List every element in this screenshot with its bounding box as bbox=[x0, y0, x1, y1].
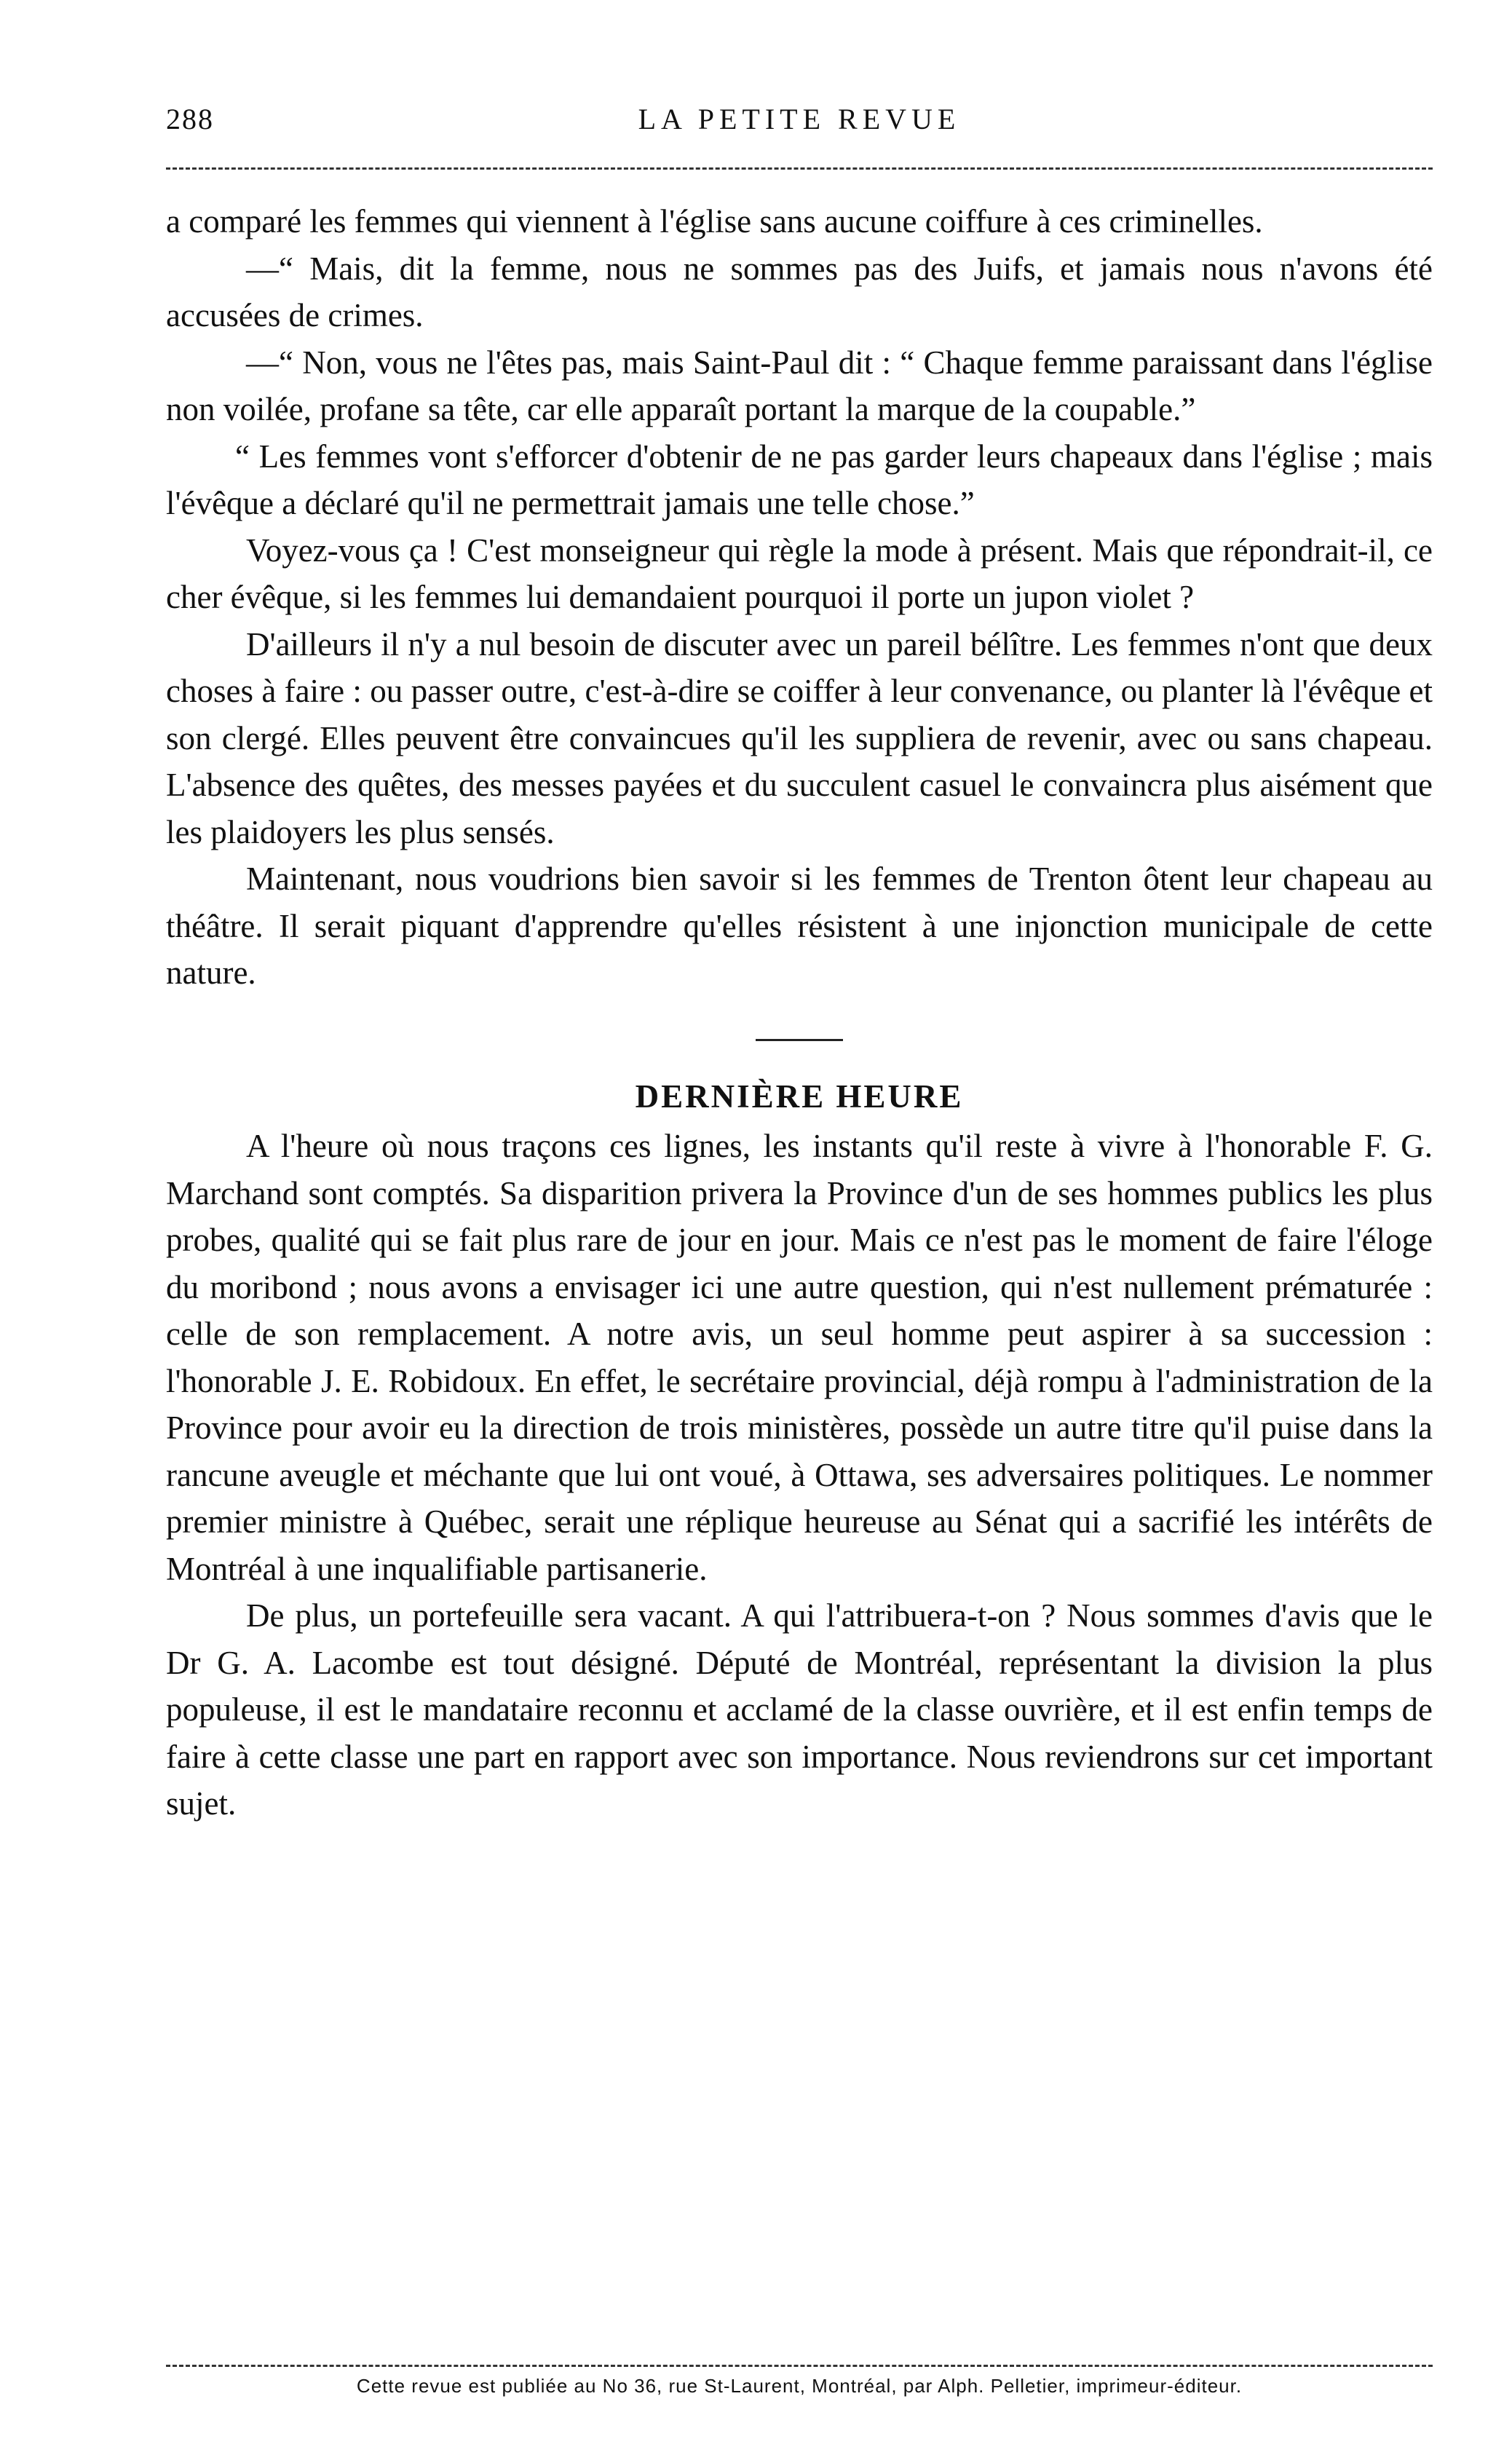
paragraph-dialogue-2: —“ Non, vous ne l'êtes pas, mais Saint-Paul dit : “ Chaque femme paraissant dans l'église non voilée, profane sa tête, car elle apparaît portant la marque de la coupable.” bbox=[166, 344, 1433, 427]
paragraph-continuation: a comparé les femmes qui viennent à l'église sans aucune coiffure à ces criminelles. bbox=[166, 203, 1263, 240]
journal-title: LA PETITE REVUE bbox=[638, 103, 961, 135]
paragraph-discussion: D'ailleurs il n'y a nul besoin de discuter avec un pareil bélître. Les femmes n'ont que deux choses à faire : ou passer outre, c'est-à-dire se coiffer à leur convenance, ou planter là l'évêque et son clergé. Elles peuvent être convaincues qu'il les suppliera de revenir, avec ou sans chapeau. L'absence des quêtes, des messes payées et du succulent casuel le convaincra plus aisément que les plaidoyers les plus sensés. bbox=[166, 625, 1433, 850]
paragraph-commentary: Voyez-vous ça ! C'est monseigneur qui règle la mode à présent. Mais que répondrait-il, ce cher évêque, si les femmes lui demandaient pourquoi il porte un jupon violet ? bbox=[166, 531, 1433, 615]
section-paragraph-lacombe: De plus, un portefeuille sera vacant. A qui l'attribuera-t-on ? Nous sommes d'avis que le Dr G. A. Lacombe est tout désigné. Député de Montréal, représentant la division la plus populeuse, il est le mandataire reconnu et acclamé de la classe ouvrière, et il est enfin temps de faire à cette classe une part en rapport avec son importance. Nous reviendrons sur cet important sujet. bbox=[166, 1597, 1433, 1822]
section-divider bbox=[756, 1039, 843, 1041]
paragraph-trenton: Maintenant, nous voudrions bien savoir si les femmes de Trenton ôtent leur chapeau au théâtre. Il serait piquant d'apprendre qu'elles résistent à une injonction municipale de cette nature. bbox=[166, 861, 1433, 991]
header-rule bbox=[166, 167, 1433, 170]
section-title: DERNIÈRE HEURE bbox=[635, 1078, 964, 1115]
page-number: 288 bbox=[166, 103, 214, 135]
footer-rule bbox=[166, 2365, 1433, 2367]
article-body bbox=[166, 198, 1433, 1827]
section-paragraph-marchand: A l'heure où nous traçons ces lignes, les instants qu'il reste à vivre à l'honorable F. G. Marchand sont comptés. Sa disparition privera la Province d'un de ses hommes publics les plus probes, qualité qui se fait plus rare de jour en jour. Mais ce n'est pas le moment de faire l'éloge du moribond ; nous avons a envisager ici une autre question, qui n'est nullement prématurée : celle de son remplacement. A notre avis, un seul homme peut aspirer à sa succession : l'honorable J. E. Robidoux. En effet, le secrétaire provincial, déjà rompu à l'administration de la Province pour avoir eu la direction de trois ministères, possède un autre titre qu'il puise dans la rancune aveugle et méchante que lui ont voué, à Ottawa, ses adversaires politiques. Le nommer premier ministre à Québec, serait une réplique heureuse au Sénat qui a sacrifié les intérêts de Montréal à une inqualifiable partisanerie. bbox=[166, 1128, 1433, 1587]
paragraph-quote: “ Les femmes vont s'efforcer d'obtenir de ne pas garder leurs chapeaux dans l'église ; mais l'évêque a déclaré qu'il ne permettrait jamais une telle chose.” bbox=[166, 438, 1433, 521]
paragraph-dialogue-1: —“ Mais, dit la femme, nous ne sommes pas des Juifs, et jamais nous n'avons été accusées de crimes. bbox=[166, 250, 1433, 333]
colophon: Cette revue est publiée au No 36, rue St-Laurent, Montréal, par Alph. Pelletier, imprimeur-éditeur. bbox=[356, 2375, 1243, 2397]
running-head bbox=[166, 102, 1433, 146]
document-page bbox=[166, 0, 1433, 2463]
